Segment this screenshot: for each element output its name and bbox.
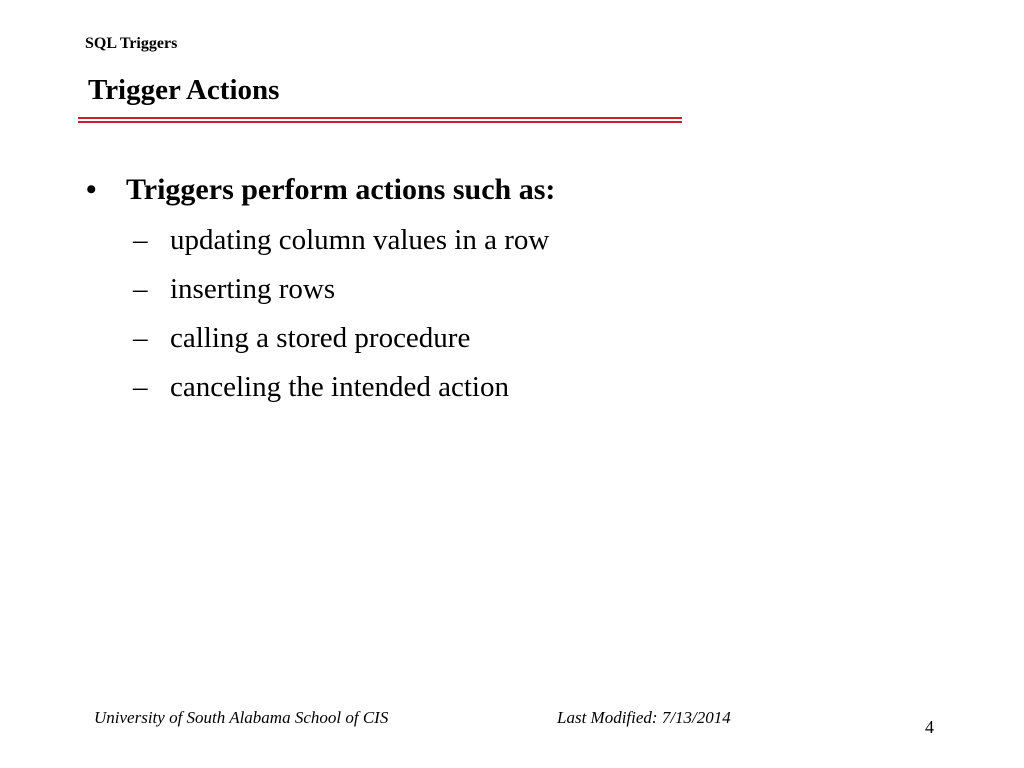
dash-icon: – bbox=[133, 371, 148, 403]
sub-bullet-text: calling a stored procedure bbox=[170, 322, 471, 354]
slide-title: Trigger Actions bbox=[88, 74, 280, 106]
sub-bullet-item bbox=[133, 318, 549, 367]
footer-institution: University of South Alabama School of CIS bbox=[94, 708, 389, 727]
dash-icon: – bbox=[133, 322, 148, 354]
main-bullet-text: Triggers perform actions such as: bbox=[126, 173, 556, 206]
sub-bullet-text: canceling the intended action bbox=[170, 371, 509, 403]
page-number: 4 bbox=[925, 717, 934, 737]
bullet-dot-icon: • bbox=[86, 173, 97, 206]
dash-icon: – bbox=[133, 273, 148, 305]
title-divider bbox=[78, 117, 682, 123]
section-label: SQL Triggers bbox=[85, 35, 178, 52]
sub-bullet-text: inserting rows bbox=[170, 273, 336, 305]
main-bullet bbox=[86, 170, 555, 210]
sub-bullet-item bbox=[133, 367, 549, 416]
sub-bullet-item bbox=[133, 269, 549, 318]
sub-bullet-list bbox=[133, 220, 549, 416]
sub-bullet-item bbox=[133, 220, 549, 269]
sub-bullet-text: updating column values in a row bbox=[170, 224, 550, 256]
dash-icon: – bbox=[133, 224, 148, 256]
title-divider-line-top bbox=[78, 117, 682, 119]
title-divider-line-bottom bbox=[78, 121, 682, 123]
footer-last-modified: Last Modified: 7/13/2014 bbox=[557, 708, 731, 727]
